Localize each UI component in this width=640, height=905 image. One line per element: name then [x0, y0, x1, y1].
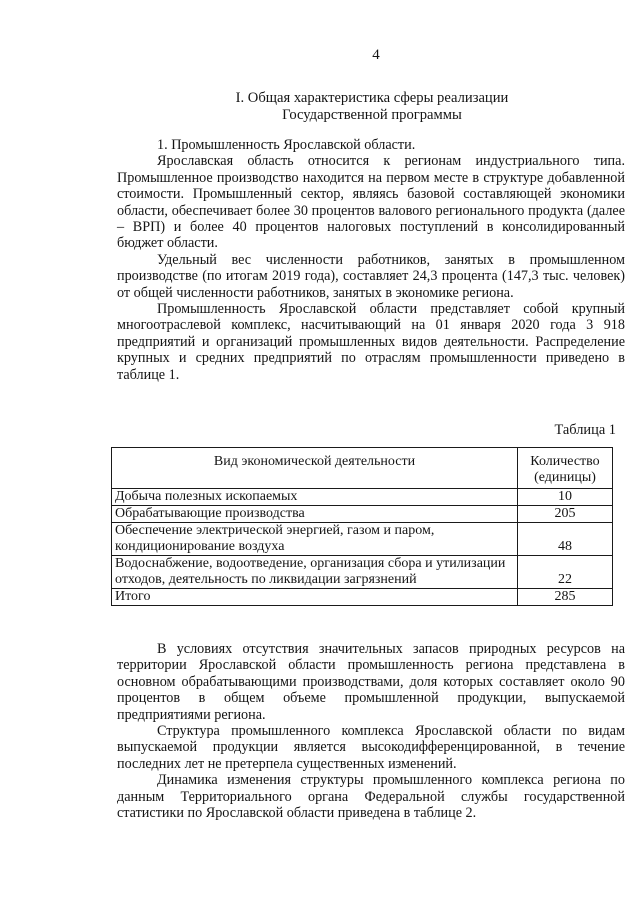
- table-total-row: [112, 589, 613, 606]
- paragraph: В условиях отсутствия значительных запасов природных ресурсов на территории Ярославской области промышленность региона представлена в основном обрабатывающими производствами, доля которых составляет около 90 процентов в общем объеме промышленной продукции, выпускаемой предприятиями региона.: [117, 641, 625, 723]
- subsection-title: 1. Промышленность Ярославской области.: [157, 137, 416, 153]
- heading-line-2: Государственной программы: [282, 107, 462, 123]
- cell-count: 285: [518, 589, 613, 606]
- cell-kind: Добыча полезных ископаемых: [112, 489, 518, 506]
- enterprises-table: [111, 447, 613, 606]
- paragraph: Промышленность Ярославской области представляет собой крупный многоотраслевой комплекс, насчитывающий на 01 января 2020 года 3 918 предприятий и организаций промышленных видов деятельности. Распределение крупных и средних предприятий по отраслям промышленности приведено в таблице 1.: [117, 301, 625, 383]
- cell-kind: Итого: [112, 589, 518, 606]
- table-caption: Таблица 1: [554, 422, 616, 438]
- table-row: [112, 556, 613, 589]
- closing-text: [117, 641, 625, 821]
- column-header-kind: Вид экономической деятельности: [112, 448, 518, 489]
- paragraph: Удельный вес численности работников, занятых в промышленном производстве (по итогам 2019 года), составляет 24,3 процента (147,3 тыс. человек) от общей численности работников, занятых в экономике региона.: [117, 251, 625, 301]
- table-row: [112, 523, 613, 556]
- paragraph: Динамика изменения структуры промышленного комплекса региона по данным Территориального органа Федеральной службы государственной статистики по Ярославской области приведена в таблице 2.: [117, 772, 625, 822]
- cell-count: 48: [518, 523, 613, 556]
- cell-kind: Обрабатывающие производства: [112, 506, 518, 523]
- heading-line-1: I. Общая характеристика сферы реализации: [235, 90, 509, 106]
- paragraph: Структура промышленного комплекса Ярославской области по видам выпускаемой продукции является высокодифференцированной, в течение последних лет не претерпела существенных изменений.: [117, 723, 625, 772]
- intro-text: [117, 137, 625, 383]
- cell-count: 22: [518, 556, 613, 589]
- table-row: [112, 506, 613, 523]
- cell-kind: Водоснабжение, водоотведение, организация сбора и утилизации отходов, деятельность по ликвидации загрязнений: [112, 556, 518, 589]
- section-heading: [117, 90, 627, 124]
- table-header-row: [112, 448, 613, 489]
- column-header-count: Количество (единицы): [518, 448, 613, 489]
- cell-count: 10: [518, 489, 613, 506]
- cell-count: 205: [518, 506, 613, 523]
- table-row: [112, 489, 613, 506]
- paragraph: Ярославская область относится к регионам индустриального типа. Промышленное производство находится на первом месте в структуре добавленной стоимости. Промышленный сектор, являясь базовой составляющей экономики области, обеспечивает более 30 процентов валового регионального продукта (далее – ВРП) и более 40 процентов налоговых поступлений в консолидированный бюджет области.: [117, 153, 625, 252]
- cell-kind: Обеспечение электрической энергией, газом и паром, кондиционирование воздуха: [112, 523, 518, 556]
- page-number: 4: [372, 47, 380, 63]
